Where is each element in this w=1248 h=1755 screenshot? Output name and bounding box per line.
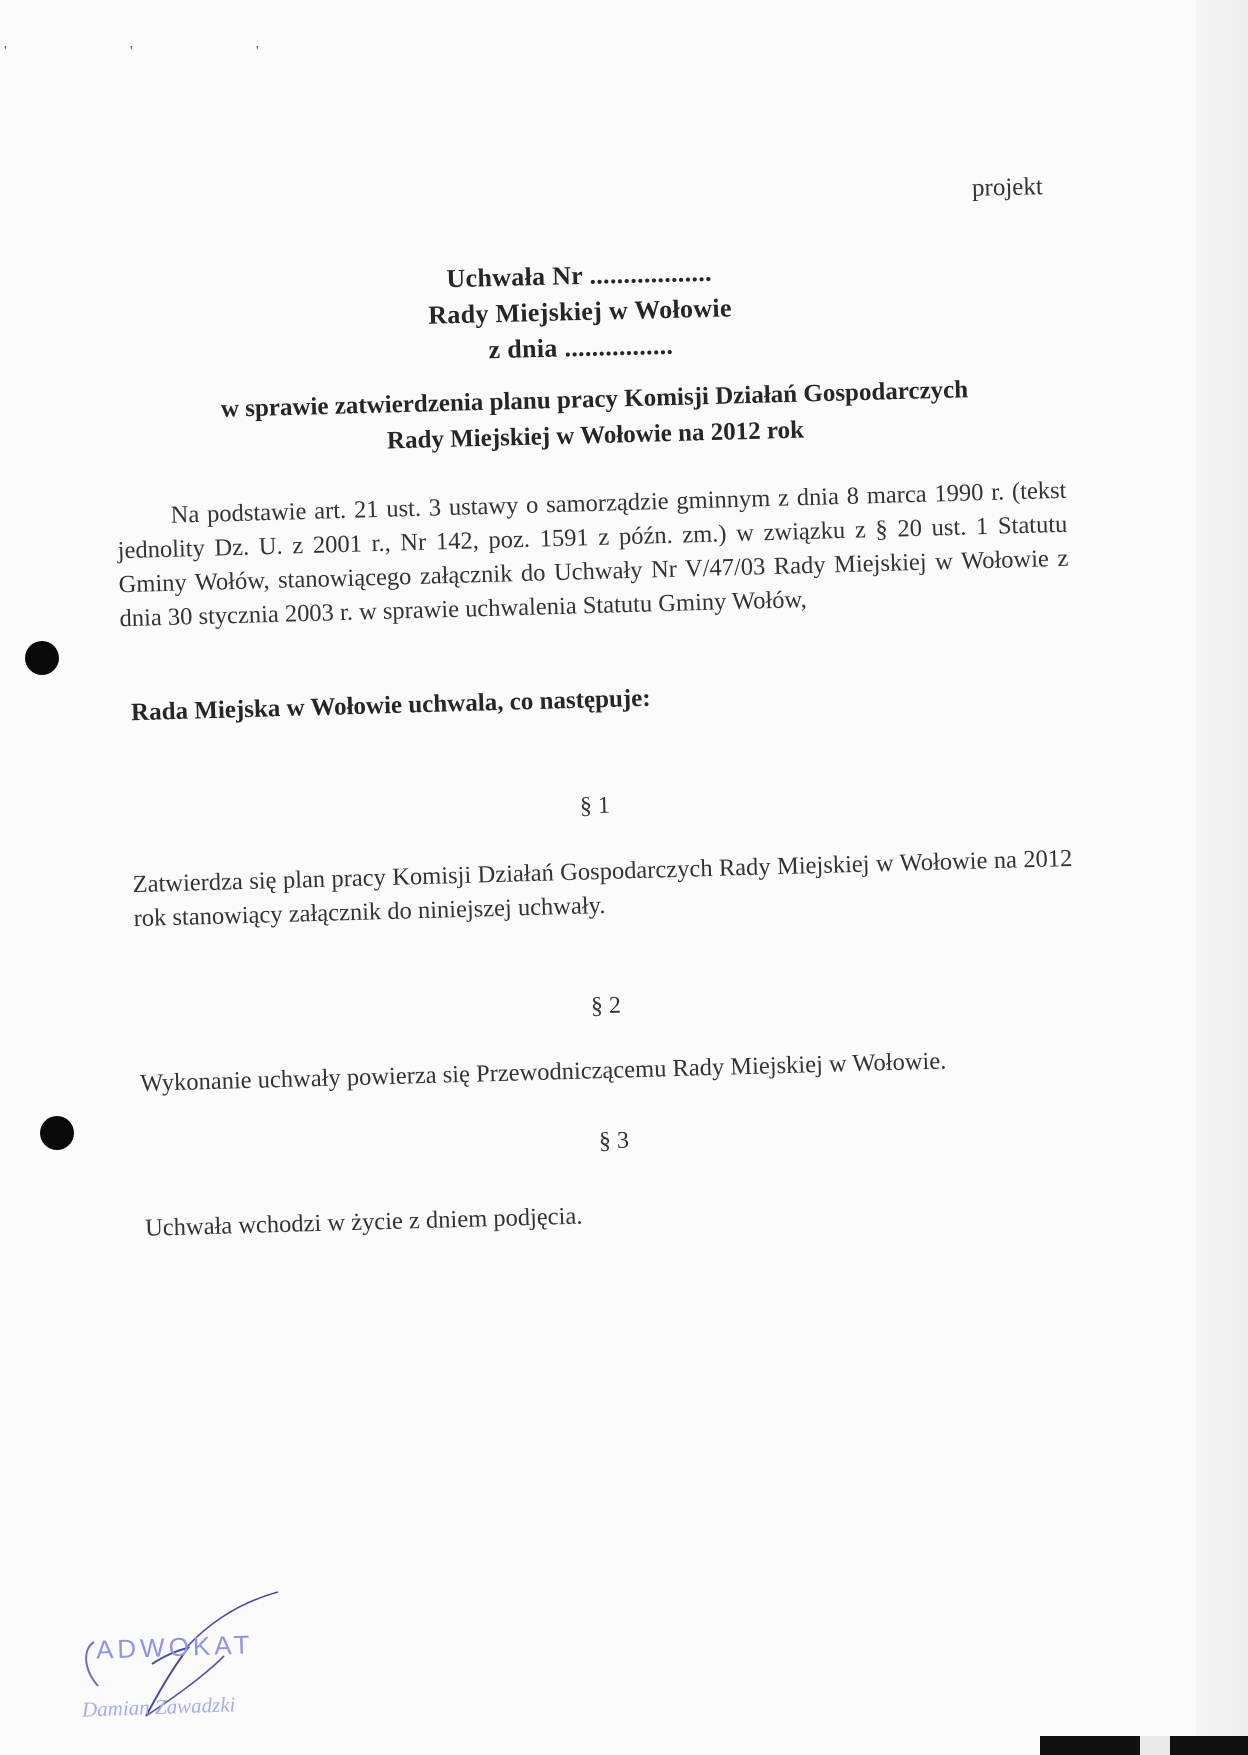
legal-basis-preamble: Na podstawie art. 21 ust. 3 ustawy o samorządzie gminnym z dnia 8 marca 1990 r. (tekst jednolity Dz. U. z 2001 r., Nr 142, poz. 1591 z późn. zm.) w związku z § 20 ust. 1 Statutu Gminy Wołów, stanowiącego załącznik do Uchwały Nr V/47/03 Rady Miejskiej w Wołowie z dnia 30 stycznia 2003 r. w sprawie uchwalenia Statutu Gminy Wołów, (117, 476, 1069, 633)
subject-line-1: w sprawie zatwierdzenia planu pracy Komisji Działań Gospodarczych (220, 376, 969, 423)
stamp-name: Damian Zawadzki (81, 1692, 236, 1722)
stamp-title: ADWOKAT (95, 1629, 254, 1665)
resolves-statement: Rada Miejska w Wołowie uchwala, co następuje: (130, 684, 651, 727)
section-1-text: Zatwierdza się plan pracy Komisji Działań Gospodarczych Rady Miejskiej w Wołowie na 2012 rok stanowiący załącznik do niniejszej uchwały. (132, 844, 1073, 933)
punch-hole-bottom (40, 1116, 74, 1150)
section-2-mark: § 2 (590, 992, 622, 1020)
draft-label: projekt (971, 173, 1044, 202)
scan-specks: ' ' ' (4, 44, 319, 59)
resolution-date: z dnia ................ (488, 330, 674, 365)
section-3-mark: § 3 (598, 1127, 630, 1155)
subject-line-2: Rady Miejskiej w Wołowie na 2012 rok (386, 416, 805, 455)
punch-hole-top (25, 641, 59, 675)
scan-bottom-gap (1140, 1736, 1170, 1755)
section-3-text: Uchwała wchodzi w życie z dniem podjęcia. (144, 1202, 583, 1242)
resolution-subject (179, 371, 1011, 465)
resolution-number: Uchwała Nr .................. (446, 257, 713, 294)
advocate-stamp (74, 1590, 304, 1730)
scan-edge-shadow (1196, 0, 1248, 1755)
resolution-title (379, 253, 782, 371)
section-1-mark: § 1 (579, 792, 611, 820)
section-2-text: Wykonanie uchwały powierza się Przewodniczącemu Rady Miejskiej w Wołowie. (139, 1047, 947, 1097)
council-name: Rady Miejskiej w Wołowie (427, 293, 733, 330)
